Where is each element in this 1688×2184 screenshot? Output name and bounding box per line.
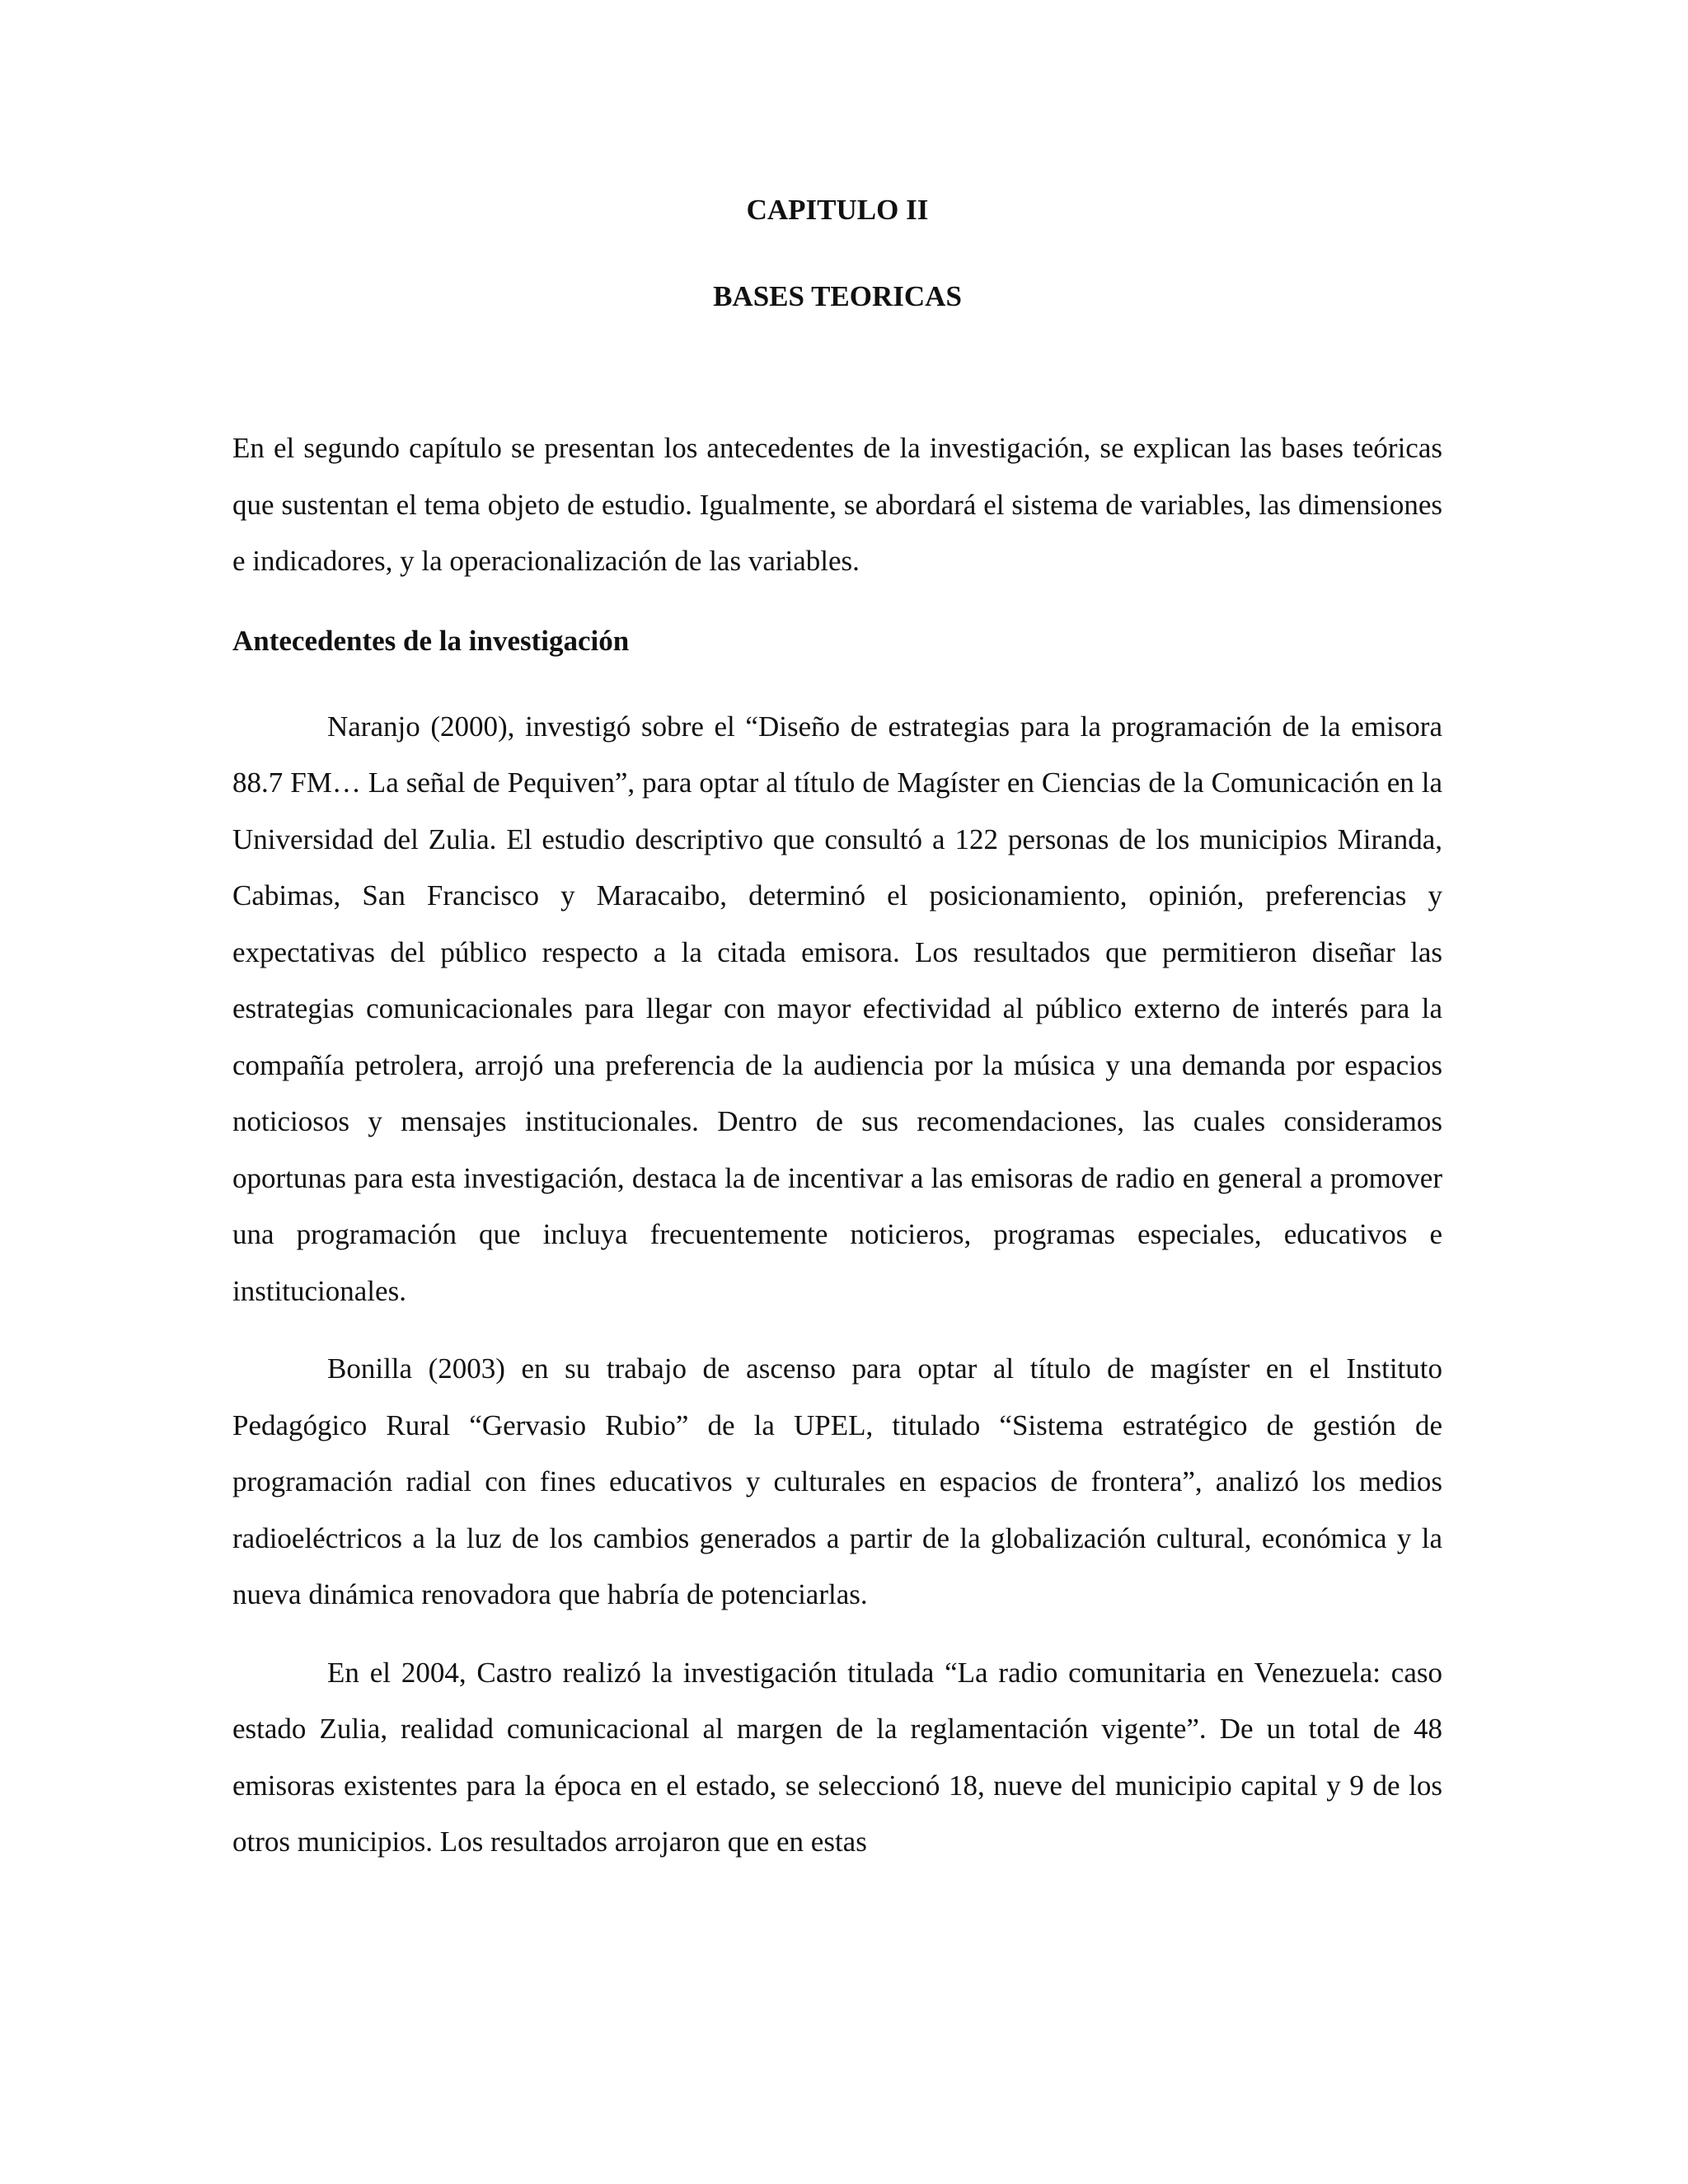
intro-paragraph: En el segundo capítulo se presentan los antecedentes de la investigación, se explican las bases teóricas que sustentan el tema objeto de estudio. Igualmente, se abordará el sistema de variables, las dimensiones e indicadores, y la operacionalización de las variables. bbox=[232, 432, 1442, 577]
section-heading: Antecedentes de la investigación bbox=[232, 624, 630, 657]
body-paragraph: En el 2004, Castro realizó la investigación titulada “La radio comunitaria en Venezuela: caso estado Zulia, realidad comunicacional al margen de la reglamentación vigente”. De un total de 48 emisoras existentes para la época en el estado, se seleccionó 18, nueve del municipio capital y 9 de los otros municipios. Los resultados arrojaron que en estas bbox=[232, 1656, 1442, 1858]
document-page bbox=[232, 185, 1442, 1871]
body-paragraph: Naranjo (2000), investigó sobre el “Diseño de estrategias para la programación de la emisora 88.7 FM… La señal de Pequiven”, para optar al título de Magíster en Ciencias de la Comunicación en la Universidad del Zulia. El estudio descriptivo que consultó a 122 personas de los municipios Miranda, Cabimas, San Francisco y Maracaibo, determinó el posicionamiento, opinión, preferencias y expectativas del público respecto a la citada emisora. Los resultados que permitieron diseñar las estrategias comunicacionales para llegar con mayor efectividad al público externo de interés para la compañía petrolera, arrojó una preferencia de la audiencia por la música y una demanda por espacios noticiosos y mensajes institucionales. Dentro de sus recomendaciones, las cuales consideramos oportunas para esta investigación, destaca la de incentivar a las emisoras de radio en general a promover una programación que incluya frecuentemente noticieros, programas especiales, educativos e institucionales. bbox=[232, 710, 1442, 1307]
chapter-subtitle: BASES TEORICAS bbox=[713, 280, 962, 312]
chapter-title: CAPITULO II bbox=[746, 194, 929, 226]
body-paragraph: Bonilla (2003) en su trabajo de ascenso para optar al título de magíster en el Instituto Pedagógico Rural “Gervasio Rubio” de la UPEL, titulado “Sistema estratégico de gestión de programación radial con fines educativos y culturales en espacios de frontera”, analizó los medios radioeléctricos a la luz de los cambios generados a partir de la globalización cultural, económica y la nueva dinámica renovadora que habría de potenciarlas. bbox=[232, 1352, 1442, 1610]
